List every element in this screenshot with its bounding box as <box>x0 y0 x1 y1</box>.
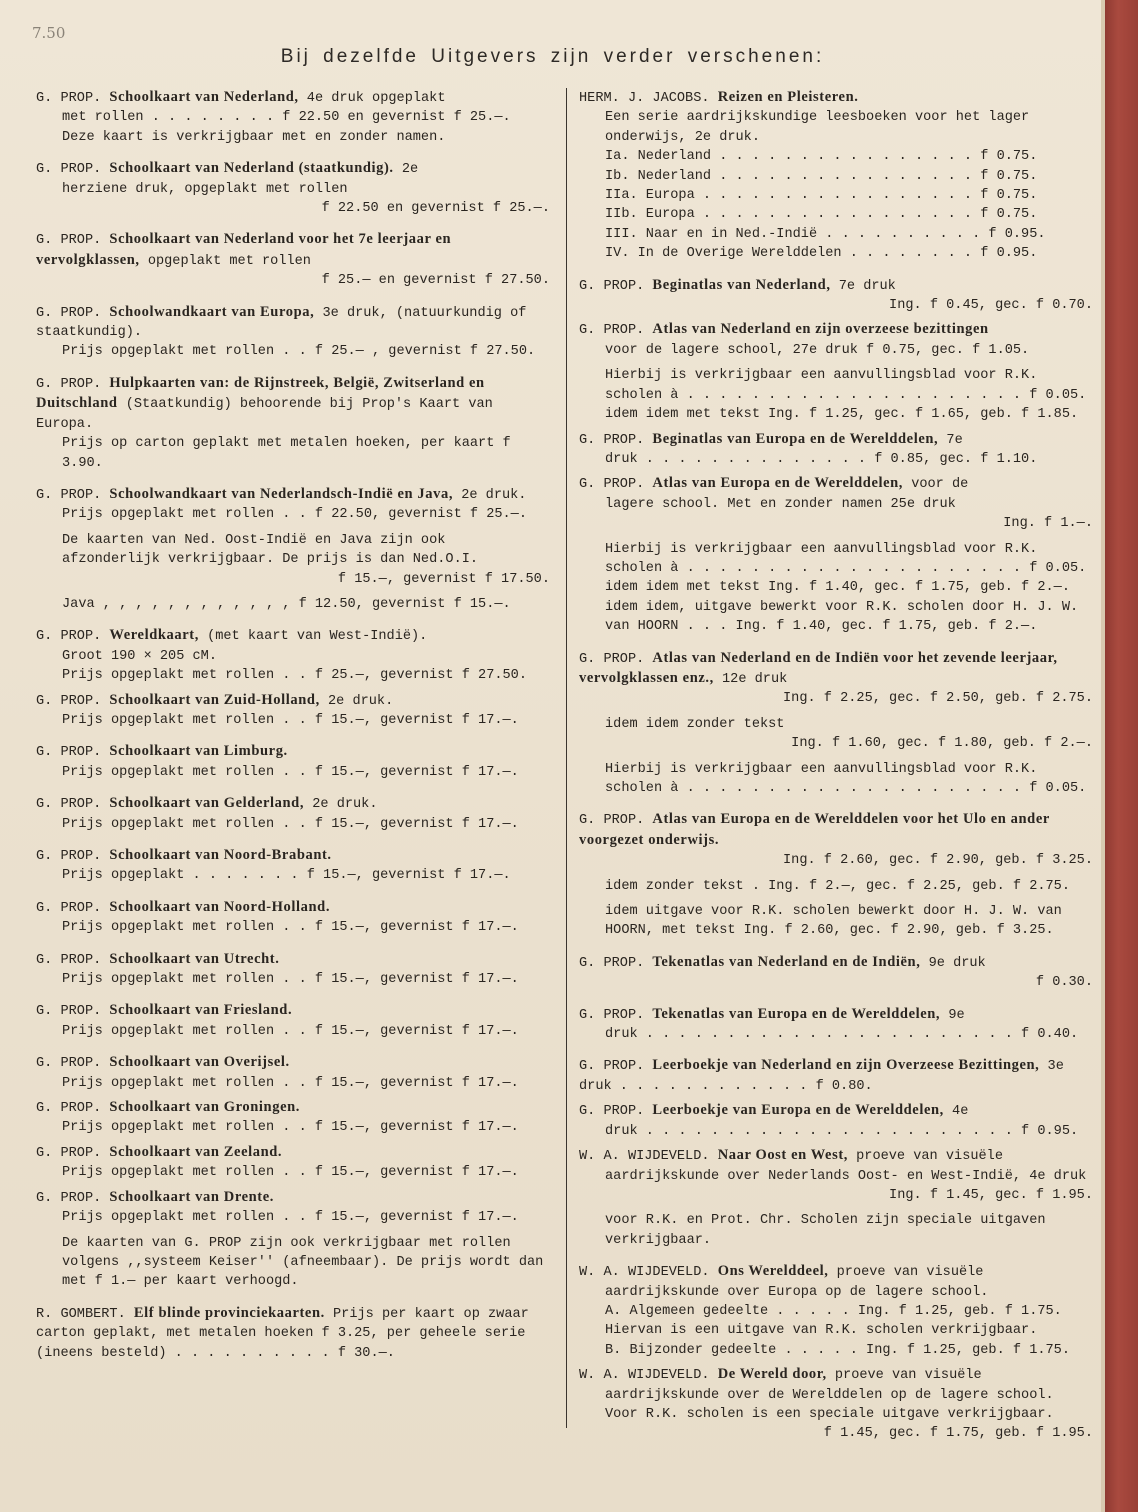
entry-line: f 22.50 en gevernist f 25.—. <box>321 201 550 217</box>
entry-line: De kaarten van Ned. Oost-Indië en Java zijn ook afzonderlijk verkrijgbaar. De prijs is dan Ned.O.I. <box>62 532 479 568</box>
entry-title: Schoolkaart van Nederland voor het 7e leerjaar en vervolgklassen, <box>36 231 452 268</box>
entry-title: Hulpkaarten van: de Rijnstreek, België, Zwitserland en Duitschland <box>36 374 485 412</box>
entry-author: G. PROP. <box>36 1056 110 1072</box>
entry-heading <box>579 276 1093 296</box>
entry-line: Ing. f 0.45, gec. f 0.70. <box>889 298 1093 314</box>
entry-line: Ing. f 2.25, gec. f 2.50, geb. f 2.75. <box>783 691 1093 707</box>
left-column <box>36 88 550 1375</box>
entry-author: G. PROP. <box>579 477 653 493</box>
entry-title: Naar Oost en West, <box>717 1147 848 1164</box>
catalog-entry <box>36 1143 550 1183</box>
entry-details: voor de <box>903 477 969 493</box>
entry-line: Prijs op carton geplakt met metalen hoeken, per kaart f 3.90. <box>62 436 511 471</box>
entry-line: Deze kaart is verkrijgbaar met en zonder namen. <box>62 129 446 145</box>
catalog-entry <box>36 898 550 938</box>
entry-details: 7e druk <box>830 278 896 294</box>
catalog-entry <box>579 88 1093 264</box>
entry-details: (Staatkundig) behoorende bij Prop's Kaart van Europa. <box>36 397 493 432</box>
entry-author: G. PROP. <box>579 323 653 339</box>
entry-heading <box>579 320 1093 340</box>
entry-title: Schoolkaart van Nederland, <box>109 89 299 105</box>
entry-author: G. PROP. <box>36 91 110 106</box>
entry-title: Atlas van Europa en de Werelddelen, <box>652 475 904 492</box>
entry-author: G. PROP. <box>36 952 110 968</box>
catalog-entry <box>579 1101 1093 1141</box>
entry-line: idem idem zonder tekst <box>605 716 785 732</box>
entry-line: B. Bijzonder gedeelte . . . . . Ing. f 1.25, geb. f 1.75. <box>605 1342 1070 1358</box>
entry-heading <box>579 810 1093 851</box>
catalog-entry <box>36 485 550 614</box>
entry-line: Prijs opgeplakt met rollen . . f 15.—, gevernist f 17.—. <box>62 1120 519 1136</box>
catalog-entry <box>36 88 550 147</box>
entry-heading <box>36 230 550 271</box>
entry-heading <box>36 626 550 646</box>
entry-heading <box>36 303 550 343</box>
entry-heading <box>36 1304 550 1363</box>
entry-author: G. PROP. <box>36 797 110 813</box>
entry-heading <box>36 1188 550 1208</box>
entry-line: Prijs opgeplakt met rollen . . f 15.—, gevernist f 17.—. <box>62 1165 519 1181</box>
entry-heading <box>579 1146 1093 1166</box>
entry-title: Reizen en Pleisteren. <box>717 89 859 105</box>
entry-line: druk . . . . . . . . . . . . . . f 0.85, gec. f 1.10. <box>605 451 1038 467</box>
entry-heading <box>36 374 550 434</box>
entry-line: III. Naar en in Ned.-Indië . . . . . . . . . . f 0.95. <box>605 226 1046 242</box>
entry-author: G. PROP. <box>36 629 110 645</box>
right-column <box>579 88 1093 1456</box>
catalog-entry <box>579 810 1093 940</box>
entry-author: W. A. WIJDEVELD. <box>579 1149 718 1165</box>
catalog-entry <box>36 950 550 990</box>
entry-author: G. PROP. <box>36 900 110 916</box>
entry-author: G. PROP. <box>36 162 110 178</box>
catalog-entry <box>579 430 1093 470</box>
catalog-entry <box>579 953 1093 993</box>
entry-author: W. A. WIJDEVELD. <box>579 1368 718 1384</box>
entry-details: 2e druk. <box>319 693 394 709</box>
entry-author: G. PROP. <box>36 487 110 503</box>
entry-heading <box>36 1053 550 1073</box>
entry-line: herziene druk, opgeplakt met rollen <box>62 181 348 197</box>
entry-title: Schoolkaart van Nederland (staatkundig). <box>109 160 394 177</box>
catalog-entry <box>579 474 1093 636</box>
entry-details: opgeplakt met rollen <box>139 253 311 269</box>
entry-details: 12e druk <box>713 671 788 687</box>
entry-heading <box>579 953 1093 973</box>
entry-line: idem idem met tekst Ing. f 1.25, gec. f 1.65, geb. f 1.85. <box>605 407 1079 423</box>
entry-line: druk . . . . . . . . . . . . . . . . . . . . . . . f 0.95. <box>605 1123 1079 1139</box>
entry-details: 4e druk opgeplakt <box>298 91 446 106</box>
entry-line: lagere school. Met en zonder namen 25e druk <box>605 496 956 512</box>
catalog-entry <box>36 1001 550 1041</box>
entry-heading <box>579 1262 1093 1282</box>
entry-title: Schoolkaart van Groningen. <box>109 1099 300 1116</box>
entry-author: G. PROP. <box>36 233 110 249</box>
catalog-entry <box>36 1188 550 1292</box>
page-heading: Bij dezelfde Uitgevers zijn verder verschenen: <box>280 46 825 67</box>
catalog-entry <box>36 303 550 362</box>
entry-title: Schoolkaart van Overijsel. <box>109 1054 290 1071</box>
entry-title: Beginatlas van Europa en de Werelddelen, <box>652 430 939 447</box>
catalog-entry <box>36 794 550 834</box>
entry-details: 7e <box>938 432 963 448</box>
entry-heading <box>579 1005 1093 1025</box>
entry-title: Tekenatlas van Nederland en de Indiën, <box>652 953 921 970</box>
entry-title: Schoolkaart van Gelderland, <box>109 795 305 812</box>
entry-heading <box>579 1056 1093 1096</box>
catalog-entry <box>36 159 550 218</box>
catalog-entry <box>36 691 550 731</box>
entry-heading <box>36 950 550 970</box>
entry-title: Schoolwandkaart van Nederlandsch-Indië en Java, <box>109 485 454 502</box>
entry-line: Ia. Nederland . . . . . . . . . . . . . . . . f 0.75. <box>605 149 1038 165</box>
catalog-entry <box>36 626 550 685</box>
entry-line: IV. In de Overige Werelddelen . . . . . . . . f 0.95. <box>605 246 1038 262</box>
entry-line: Ib. Nederland . . . . . . . . . . . . . . . . f 0.75. <box>605 168 1038 184</box>
entry-heading <box>579 1365 1093 1385</box>
entry-title: Atlas van Europa en de Werelddelen voor het Ulo en ander voorgezet onderwijs. <box>579 811 1050 848</box>
catalog-entry <box>579 1146 1093 1250</box>
entry-heading <box>36 846 550 866</box>
entry-author: G. PROP. <box>36 305 110 321</box>
entry-line: voor R.K. en Prot. Chr. Scholen zijn speciale uitgaven verkrijgbaar. <box>605 1213 1046 1248</box>
entry-title: Schoolkaart van Drente. <box>109 1188 274 1205</box>
entry-details: 4e <box>943 1104 969 1120</box>
entry-heading <box>36 159 550 179</box>
entry-line: f 1.45, gec. f 1.75, geb. f 1.95. <box>823 1426 1093 1442</box>
entry-title: Schoolkaart van Zeeland. <box>109 1143 283 1160</box>
entry-line: idem idem, uitgave bewerkt voor R.K. scholen door H. J. W. van HOORN . . . Ing. f 1.40, gec. f 1.75, geb. f 2.—. <box>605 599 1079 635</box>
entry-line: aardrijkskunde over Europa op de lagere school. <box>605 1284 989 1300</box>
book-spine <box>1105 0 1138 1512</box>
entry-heading <box>36 485 550 505</box>
pencil-note: 7.50 <box>32 24 66 42</box>
entry-title: Beginatlas van Nederland, <box>652 276 831 293</box>
catalog-entry <box>36 742 550 782</box>
entry-line: Hierbij is verkrijgbaar een aanvullingsblad voor R.K. scholen à . . . . . . . . . . . . . . . . . . . . . f 0.05. <box>605 541 1087 576</box>
entry-line: Prijs opgeplakt met rollen . . f 15.—, gevernist f 17.—. <box>62 764 519 780</box>
entry-author: G. PROP. <box>36 1004 110 1020</box>
entry-line: Prijs opgeplakt met rollen . . f 15.—, gevernist f 17.—. <box>62 1210 519 1226</box>
entry-line: druk . . . . . . . . . . . . . . . . . . . . . . . f 0.40. <box>605 1027 1079 1043</box>
entry-line: Prijs opgeplakt met rollen . . f 25.—, gevernist f 27.50. <box>62 668 527 684</box>
entry-line: Prijs opgeplakt met rollen . . f 15.—, gevernist f 17.—. <box>62 1023 519 1039</box>
entry-line: Prijs opgeplakt met rollen . . f 15.—, gevernist f 17.—. <box>62 920 519 936</box>
entry-author: G. PROP. <box>36 376 110 392</box>
entry-heading <box>36 88 550 108</box>
entry-line: idem zonder tekst . Ing. f 2.—, gec. f 2.25, geb. f 2.75. <box>605 878 1070 894</box>
entry-author: G. PROP. <box>36 693 110 709</box>
entry-title: Schoolwandkaart van Europa, <box>109 303 315 320</box>
entry-line: f 0.30. <box>1035 975 1093 991</box>
entry-details: 3e druk, (natuurkundig of staatkundig). <box>36 305 527 341</box>
catalog-entry <box>579 1056 1093 1096</box>
entry-heading <box>36 1098 550 1118</box>
entry-line: IIa. Europa . . . . . . . . . . . . . . . . . f 0.75. <box>605 188 1038 204</box>
entry-line: Java , , , , , , , , , , , , f 12.50, gevernist f 15.—. <box>62 596 511 612</box>
column-divider <box>566 88 567 1428</box>
entry-title: Ons Werelddeel, <box>717 1263 829 1280</box>
entry-title: Elf blinde provinciekaarten. <box>133 1304 325 1321</box>
entry-line: Hierbij is verkrijgbaar een aanvullingsblad voor R.K. scholen à . . . . . . . . . . . . . . . . . . . . . f 0.05. <box>605 761 1087 796</box>
entry-line: Prijs opgeplakt met rollen . . f 25.— , gevernist f 27.50. <box>62 344 536 360</box>
catalog-entry <box>36 1053 550 1093</box>
entry-line: idem uitgave voor R.K. scholen bewerkt door H. J. W. van HOORN, met tekst Ing. f 2.60, gec. f 2.90, geb. f 3.25. <box>605 904 1062 939</box>
entry-heading <box>36 1143 550 1163</box>
entry-author: R. GOMBERT. <box>36 1306 134 1322</box>
entry-details: proeve van visuële <box>828 1265 984 1281</box>
entry-author: G. PROP. <box>579 1059 653 1075</box>
entry-author: G. PROP. <box>579 1007 653 1023</box>
entry-title: Leerboekje van Nederland en zijn Overzeese Bezittingen, <box>652 1057 1040 1074</box>
entry-title: Wereldkaart, <box>109 627 199 644</box>
entry-author: G. PROP. <box>579 813 653 829</box>
catalog-entry <box>36 1098 550 1138</box>
entry-line: voor de lagere school, 27e druk f 0.75, gec. f 1.05. <box>605 342 1030 358</box>
entry-details: Prijs per kaart op zwaar carton geplakt, met metalen hoeken f 3.25, per geheele serie (ineens besteld) . . . . . . . . . . f 30.—. <box>36 1306 529 1361</box>
entry-heading <box>36 898 550 918</box>
entry-title: Schoolkaart van Friesland. <box>109 1002 293 1019</box>
entry-details: proeve van visuële <box>847 1149 1003 1165</box>
entry-author: G. PROP. <box>579 278 653 294</box>
entry-details: proeve van visuële <box>826 1368 982 1384</box>
entry-line: Prijs opgeplakt met rollen . . f 15.—, gevernist f 17.—. <box>62 712 519 728</box>
entry-heading <box>36 794 550 814</box>
entry-line: Ing. f 2.60, gec. f 2.90, geb. f 3.25. <box>783 853 1093 869</box>
entry-details: (met kaart van West-Indië). <box>198 629 428 645</box>
entry-line: Ing. f 1.—. <box>1003 516 1093 532</box>
entry-author: G. PROP. <box>36 745 110 761</box>
entry-line: aardrijkskunde over de Werelddelen op de lagere school. Voor R.K. scholen is een speciale uitgave verkrijgbaar. <box>605 1387 1054 1422</box>
entry-author: G. PROP. <box>579 432 653 448</box>
entry-title: Schoolkaart van Limburg. <box>109 743 288 760</box>
entry-heading <box>36 742 550 762</box>
entry-details: 9e druk <box>920 955 986 971</box>
entry-title: Schoolkaart van Utrecht. <box>109 950 280 967</box>
entry-heading <box>579 474 1093 494</box>
entry-author: G. PROP. <box>36 849 110 864</box>
entry-line: Prijs opgeplakt met rollen . . f 15.—, gevernist f 17.—. <box>62 1075 519 1091</box>
catalog-entry <box>579 1005 1093 1045</box>
entry-author: G. PROP. <box>579 651 653 667</box>
entry-author: G. PROP. <box>36 1145 110 1161</box>
entry-details: 9e <box>940 1007 965 1023</box>
entry-line: Prijs opgeplakt met rollen . . f 22.50, gevernist f 25.—. <box>62 507 527 523</box>
entry-heading <box>579 649 1093 690</box>
entry-author: G. PROP. <box>36 1101 110 1117</box>
entry-details: 2e druk. <box>304 797 378 813</box>
entry-details: 2e <box>393 162 419 178</box>
entry-heading <box>579 1101 1093 1121</box>
entry-title: Atlas van Nederland en de Indiën voor het zevende leerjaar, vervolgklassen enz., <box>579 649 1058 686</box>
entry-line: Prijs opgeplakt . . . . . . . f 15.—, gevernist f 17.—. <box>62 868 511 884</box>
entry-line: idem idem met tekst Ing. f 1.40, gec. f 1.75, geb. f 2.—. <box>605 580 1070 596</box>
catalog-entry <box>36 1304 550 1363</box>
entry-line: Een serie aardrijkskundige leesboeken voor het lager onderwijs, 2e druk. <box>605 110 1030 145</box>
entry-title: Schoolkaart van Noord-Holland. <box>109 898 331 915</box>
entry-line: Ing. f 1.60, gec. f 1.80, geb. f 2.—. <box>791 736 1093 752</box>
entry-line: f 15.—, gevernist f 17.50. <box>337 571 550 587</box>
entry-title: De Wereld door, <box>717 1366 827 1383</box>
entry-line: Prijs opgeplakt met rollen . . f 15.—, gevernist f 17.—. <box>62 816 519 832</box>
catalog-entry <box>579 1365 1093 1444</box>
entry-line: Hiervan is een uitgave van R.K. scholen verkrijgbaar. <box>605 1323 1038 1339</box>
entry-heading <box>36 691 550 711</box>
entry-line: Hierbij is verkrijgbaar een aanvullingsblad voor R.K. scholen à . . . . . . . . . . . . . . . . . . . . . f 0.05. <box>605 368 1087 403</box>
catalog-entry <box>579 1262 1093 1360</box>
entry-line: De kaarten van G. PROP zijn ook verkrijgbaar met rollen volgens ,,systeem Keiser'' (afneembaar). De prijs wordt dan met f 1.— per kaart verhoogd. <box>62 1235 544 1290</box>
entry-author: G. PROP. <box>579 1104 653 1120</box>
entry-details: 3e druk . . . . . . . . . . . . f 0.80. <box>579 1059 1064 1094</box>
catalog-entry <box>579 320 1093 424</box>
entry-author: G. PROP. <box>36 1190 110 1206</box>
catalog-entry <box>36 230 550 290</box>
entry-heading <box>579 430 1093 450</box>
catalog-entry <box>579 649 1093 799</box>
entry-title: Schoolkaart van Zuid-Holland, <box>109 691 320 708</box>
entry-author: HERM. J. JACOBS. <box>579 91 718 106</box>
entry-title: Schoolkaart van Noord-Brabant. <box>109 847 332 863</box>
entry-heading <box>579 88 1093 108</box>
entry-line: met rollen . . . . . . . . f 22.50 en gevernist f 25.—. <box>62 110 511 126</box>
entry-line: IIb. Europa . . . . . . . . . . . . . . . . . f 0.75. <box>605 207 1038 223</box>
entry-line: Prijs opgeplakt met rollen . . f 15.—, gevernist f 17.—. <box>62 972 519 988</box>
entry-heading <box>36 1001 550 1021</box>
catalog-entry <box>579 276 1093 316</box>
entry-author: W. A. WIJDEVELD. <box>579 1265 718 1281</box>
catalog-entry <box>36 846 550 886</box>
entry-title: Leerboekje van Europa en de Werelddelen, <box>652 1102 944 1119</box>
entry-line: f 25.— en gevernist f 27.50. <box>321 273 550 289</box>
entry-line: Ing. f 1.45, gec. f 1.95. <box>889 1187 1093 1203</box>
entry-details: 2e druk. <box>453 487 527 503</box>
entry-line: aardrijkskunde over Nederlands Oost- en West-Indië, 4e druk <box>605 1168 1087 1184</box>
catalog-entry <box>36 374 550 473</box>
entry-line: Groot 190 × 205 cM. <box>62 648 217 664</box>
entry-line: A. Algemeen gedeelte . . . . . Ing. f 1.25, geb. f 1.75. <box>605 1303 1062 1319</box>
entry-author: G. PROP. <box>579 955 653 971</box>
entry-title: Atlas van Nederland en zijn overzeese bezittingen <box>652 321 989 338</box>
entry-title: Tekenatlas van Europa en de Werelddelen, <box>652 1005 941 1022</box>
